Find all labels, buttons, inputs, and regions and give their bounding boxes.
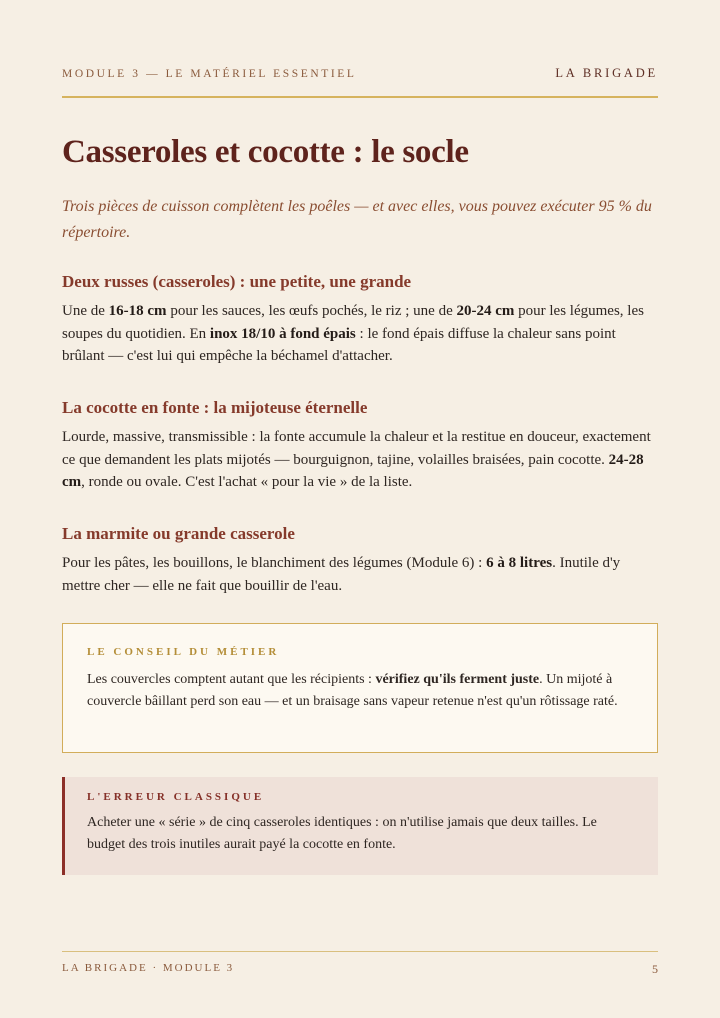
running-footer [62,962,658,977]
section-heading: Deux russes (casseroles) : une petite, une grande [62,272,412,291]
lede-paragraph: Trois pièces de cuisson complètent les poêles — et avec elles, vous pouvez exécuter 95 % du répertoire. [62,198,652,241]
page-title: Casseroles et cocotte : le socle [62,134,469,170]
section-heading: La cocotte en fonte : la mijoteuse éternelle [62,398,368,417]
section-body: Une de 16-18 cm pour les sauces, les œufs pochés, le riz ; une de 20-24 cm pour les légumes, les soupes du quotidien. En inox 18/10 à fond épais : le fond épais diffuse la chaleur sans point brûlant — c'est lui qui empêche la béchamel d'attacher. [62,303,644,364]
tip-body: Les couvercles comptent autant que les récipients : vérifiez qu'ils ferment juste. Un mijoté à couvercle bâillant perd son eau — et un braisage sans vapeur retenue n'est qu'un rôtissage raté. [87,672,618,709]
page-number: 5 [652,962,658,976]
footer-rule [62,951,658,952]
error-body: Acheter une « série » de cinq casseroles identiques : on n'utilise jamais que deux tailles. Le budget des trois inutiles aurait payé la cocotte en fonte. [87,815,597,852]
section-heading: La marmite ou grande casserole [62,524,295,543]
footer-label: LA BRIGADE · MODULE 3 [62,962,235,974]
error-callout [62,777,658,875]
tip-label: LE CONSEIL DU MÉTIER [87,646,280,658]
running-header [62,66,658,81]
brand-label: LA BRIGADE [555,66,658,80]
module-label: MODULE 3 — LE MATÉRIEL ESSENTIEL [62,67,357,80]
header-rule [62,96,658,98]
tip-callout [62,623,658,753]
section-body: Pour les pâtes, les bouillons, le blanchiment des légumes (Module 6) : 6 à 8 litres. Inutile d'y mettre cher — elle ne fait que bouillir de l'eau. [62,555,621,594]
section-body: Lourde, massive, transmissible : la fonte accumule la chaleur et la restitue en douceur, exactement ce que demandent les plats mijotés — bourguignon, tajine, volailles braisées, pain cocotte. 24-28 cm, ronde ou ovale. C'est l'achat « pour la vie » de la liste. [62,429,651,490]
section-casseroles [62,272,658,368]
section-marmite [62,524,658,597]
document-page [62,0,658,1018]
section-cocotte [62,398,658,494]
error-label: L'ERREUR CLASSIQUE [87,791,265,803]
